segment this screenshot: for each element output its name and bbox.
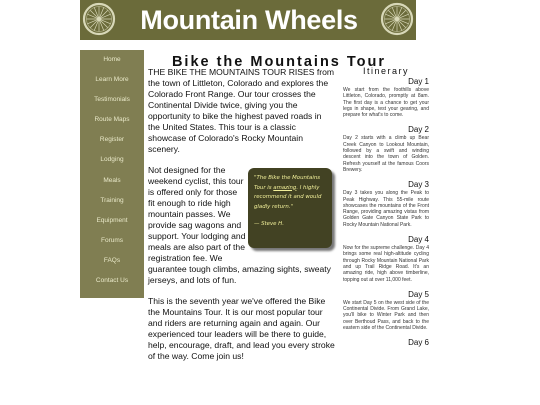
day-label: Day 5 [408,289,429,299]
nav-item-forums[interactable]: Forums [100,236,124,244]
day-label: Day 4 [408,235,429,245]
nav-item-meals[interactable]: Meals [103,176,121,184]
sidebar-nav [80,50,144,298]
details-paragraph: Not designed for the weekend cyclist, this tour is offered only for those fit enough to ride high mountain passes. We provide sag wagons and support. Your lodging and meals are also part of the registration fee. We guarantee tough climbs, amazing sights, sweaty jerseys, and lots of fun. [148,165,331,285]
day-label: Day 1 [408,77,429,86]
nav-item-lodging[interactable]: Lodging [100,156,124,164]
site-title: Mountain Wheels [140,5,358,35]
itinerary-day [343,290,429,331]
closing-paragraph: This is the seventh year we've offered the Bike the Mountains Tour. It is our most popular tour and riders are returning again and again. Our experienced tour leaders will be there to guide, help, encourage, draft, and lead you every stroke of the way. Come join us! [148,296,335,361]
day-label: Day 6 [408,338,429,348]
main-content [148,67,335,372]
nav-item-contact-us[interactable]: Contact Us [95,277,129,285]
quote-emphasis: amazing [273,184,297,191]
itinerary-day [343,125,429,173]
itinerary-heading: Itinerary [362,66,409,76]
nav-item-training[interactable]: Training [100,196,124,204]
day-description: Now for the supreme challenge. Day 4 brings some real high-altitude cycling through Rocky Mountain National Park and up Trail Ridge Road. It's an amazing ride, high above timberline, topping out at over 11,000 feet. [343,245,429,283]
nav-item-faqs[interactable]: FAQs [103,256,121,264]
itinerary-day [343,77,429,118]
nav-item-testimonials[interactable]: Testimonials [94,96,130,104]
day-label: Day 3 [408,180,429,190]
itinerary-list [343,77,429,355]
nav-item-learn-more[interactable]: Learn More [95,76,129,84]
bicycle-wheel-icon [82,2,116,36]
day-description: We start from the foothills above Littleton, Colorado, promptly at 8am. The first day is a chance to get your legs in shape, test your gearing, and prepare for what's to come. [343,87,429,119]
nav-item-route-maps[interactable]: Route Maps [94,116,130,124]
site-banner [80,0,416,40]
bicycle-wheel-icon [380,2,414,36]
day-description: Day 3 takes you along the Peak to Peak Highway. This 55-mile route showcases the mountains of the Front Range, providing amazing vistas from Golden Gate Canyon State Park to Rocky Mountain National Park. [343,190,429,228]
nav-item-equipment[interactable]: Equipment [96,216,128,224]
itinerary-day [343,338,429,348]
intro-paragraph: THE BIKE THE MOUNTAINS TOUR RISES from the town of Littleton, Colorado and explores the Colorado Front Range. Our tour crosses the Continental Divide twice, giving you the opportunity to bike the highest paved roads in the United States. This tour is a classic showcase of Colorado's Rocky Mountain scenery. [148,67,335,154]
day-description: We start Day 5 on the west side of the Continental Divide. From Grand Lake, you'll bike to Winter Park and then over Berthoud Pass, and back to the eastern side of the Continental Divide. [343,299,429,332]
testimonial-wrap [248,165,343,255]
testimonial-quote-box [248,168,332,248]
page-title: Bike the Mountains Tour [171,53,387,70]
day-description: Day 2 starts with a climb up Bear Creek Canyon to Lookout Mountain, followed by a swift and winding descent into the town of Golden. Refresh yourself at the famous Coors Brewery. [343,135,429,173]
testimonial-quote [254,174,330,230]
itinerary-day [343,180,429,228]
quote-text-before: "The Bike the Mountains Tour is [254,175,321,191]
nav-item-home[interactable]: Home [103,56,121,63]
quote-author: — Steve H. [254,221,284,227]
day-label: Day 2 [408,125,429,135]
itinerary-day [343,235,429,283]
nav-item-register[interactable]: Register [99,136,125,144]
quote-text-after: . I highly recommend it and would gladly return." [254,184,322,210]
